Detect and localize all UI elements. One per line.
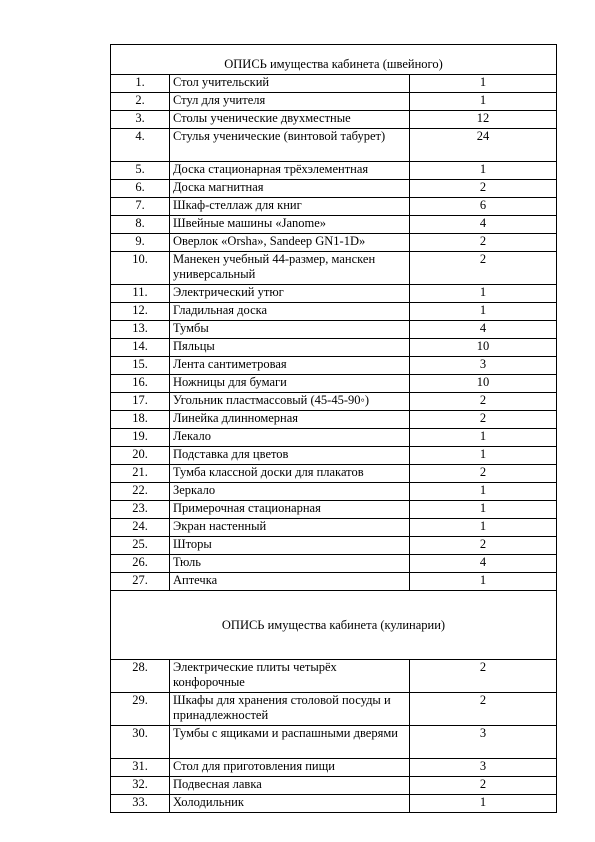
item-name-cell: Пяльцы [170,339,410,357]
item-quantity-cell: 1 [410,795,557,813]
item-name-cell: Лекало [170,429,410,447]
item-quantity-cell: 1 [410,429,557,447]
item-name-cell: Стулья ученические (винтовой табурет) [170,129,410,162]
item-quantity-cell: 24 [410,129,557,162]
item-quantity-cell: 2 [410,465,557,483]
table-row [111,129,557,162]
table-row [111,429,557,447]
table-row [111,357,557,375]
item-number-cell: 14. [111,339,170,357]
item-number-cell: 32. [111,777,170,795]
item-name-cell: Стол учительский [170,75,410,93]
item-quantity-cell: 2 [410,180,557,198]
item-quantity-cell: 1 [410,162,557,180]
item-number-cell: 12. [111,303,170,321]
item-number-cell: 25. [111,537,170,555]
table-row [111,411,557,429]
item-name-cell: Манекен учебный 44-размер, манскен универсальный [170,252,410,285]
item-number-cell: 26. [111,555,170,573]
item-name-cell: Аптечка [170,573,410,591]
table-row [111,180,557,198]
item-name-cell: Холодильник [170,795,410,813]
item-name-cell: Стол для приготовления пищи [170,759,410,777]
item-name-cell: Шторы [170,537,410,555]
item-number-cell: 5. [111,162,170,180]
item-number-cell: 6. [111,180,170,198]
table-row [111,162,557,180]
inventory-table-body [111,45,557,813]
table-row [111,693,557,726]
item-number-cell: 13. [111,321,170,339]
table-row [111,285,557,303]
item-quantity-cell: 6 [410,198,557,216]
item-number-cell: 22. [111,483,170,501]
table-row [111,447,557,465]
item-number-cell: 28. [111,660,170,693]
table-row [111,759,557,777]
item-number-cell: 21. [111,465,170,483]
item-quantity-cell: 2 [410,234,557,252]
item-number-cell: 23. [111,501,170,519]
item-number-cell: 24. [111,519,170,537]
table-row [111,483,557,501]
item-quantity-cell: 1 [410,447,557,465]
table-row [111,393,557,411]
item-quantity-cell: 3 [410,357,557,375]
item-number-cell: 27. [111,573,170,591]
table-row [111,375,557,393]
item-number-cell: 1. [111,75,170,93]
item-quantity-cell: 4 [410,216,557,234]
table-row [111,573,557,591]
item-number-cell: 20. [111,447,170,465]
item-name-cell: Гладильная доска [170,303,410,321]
item-number-cell: 19. [111,429,170,447]
item-name-cell: Электрические плиты четырёх конфорочные [170,660,410,693]
item-name-cell: Линейка длинномерная [170,411,410,429]
item-name-cell: Ножницы для бумаги [170,375,410,393]
item-name-cell: Доска стационарная трёхэлементная [170,162,410,180]
table-row [111,501,557,519]
table-row [111,726,557,759]
item-number-cell: 9. [111,234,170,252]
item-quantity-cell: 2 [410,411,557,429]
item-quantity-cell: 3 [410,726,557,759]
item-name-cell: Электрический утюг [170,285,410,303]
item-number-cell: 33. [111,795,170,813]
item-quantity-cell: 10 [410,375,557,393]
table-row [111,339,557,357]
section-title-row [111,45,557,75]
item-quantity-cell: 1 [410,75,557,93]
item-number-cell: 7. [111,198,170,216]
table-row [111,777,557,795]
item-quantity-cell: 1 [410,285,557,303]
table-row [111,303,557,321]
section-title-sewing: ОПИСЬ имущества кабинета (швейного) [111,45,557,75]
item-quantity-cell: 1 [410,93,557,111]
table-row [111,465,557,483]
table-row [111,111,557,129]
item-number-cell: 10. [111,252,170,285]
table-row [111,795,557,813]
item-name-cell: Столы ученические двухместные [170,111,410,129]
item-quantity-cell: 2 [410,252,557,285]
item-number-cell: 4. [111,129,170,162]
item-number-cell: 15. [111,357,170,375]
item-name-cell: Тумбы [170,321,410,339]
item-number-cell: 30. [111,726,170,759]
item-number-cell: 3. [111,111,170,129]
table-row [111,537,557,555]
item-quantity-cell: 4 [410,321,557,339]
item-name-cell: Тюль [170,555,410,573]
item-quantity-cell: 1 [410,483,557,501]
table-row [111,234,557,252]
item-quantity-cell: 12 [410,111,557,129]
item-name-cell: Стул для учителя [170,93,410,111]
item-name-cell: Угольник пластмассовый (45-45-90◦) [170,393,410,411]
table-row [111,321,557,339]
table-row [111,519,557,537]
item-quantity-cell: 2 [410,393,557,411]
item-quantity-cell: 3 [410,759,557,777]
section-title-culinary: ОПИСЬ имущества кабинета (кулинарии) [111,591,557,660]
item-name-cell: Шкаф-стеллаж для книг [170,198,410,216]
item-name-cell: Подставка для цветов [170,447,410,465]
item-quantity-cell: 4 [410,555,557,573]
item-name-cell: Оверлок «Orsha», Sandeep GN1-1D» [170,234,410,252]
inventory-table [110,44,557,813]
table-row [111,198,557,216]
item-name-cell: Тумба классной доски для плакатов [170,465,410,483]
item-name-cell: Швейные машины «Janome» [170,216,410,234]
item-number-cell: 2. [111,93,170,111]
table-row [111,660,557,693]
item-name-cell: Лента сантиметровая [170,357,410,375]
table-row [111,216,557,234]
item-name-cell: Экран настенный [170,519,410,537]
item-number-cell: 8. [111,216,170,234]
item-number-cell: 29. [111,693,170,726]
item-quantity-cell: 2 [410,660,557,693]
table-row [111,93,557,111]
item-quantity-cell: 1 [410,501,557,519]
item-number-cell: 18. [111,411,170,429]
item-quantity-cell: 10 [410,339,557,357]
item-number-cell: 16. [111,375,170,393]
item-quantity-cell: 2 [410,777,557,795]
table-row [111,252,557,285]
item-name-cell: Доска магнитная [170,180,410,198]
item-number-cell: 31. [111,759,170,777]
item-number-cell: 17. [111,393,170,411]
item-name-cell: Примерочная стационарная [170,501,410,519]
item-name-cell: Подвесная лавка [170,777,410,795]
item-name-cell: Шкафы для хранения столовой посуды и принадлежностей [170,693,410,726]
item-name-cell: Зеркало [170,483,410,501]
item-number-cell: 11. [111,285,170,303]
item-name-cell: Тумбы с ящиками и распашными дверями [170,726,410,759]
table-row [111,75,557,93]
section-title-row [111,591,557,660]
table-row [111,555,557,573]
item-quantity-cell: 1 [410,573,557,591]
item-quantity-cell: 2 [410,537,557,555]
item-quantity-cell: 2 [410,693,557,726]
item-quantity-cell: 1 [410,303,557,321]
item-quantity-cell: 1 [410,519,557,537]
